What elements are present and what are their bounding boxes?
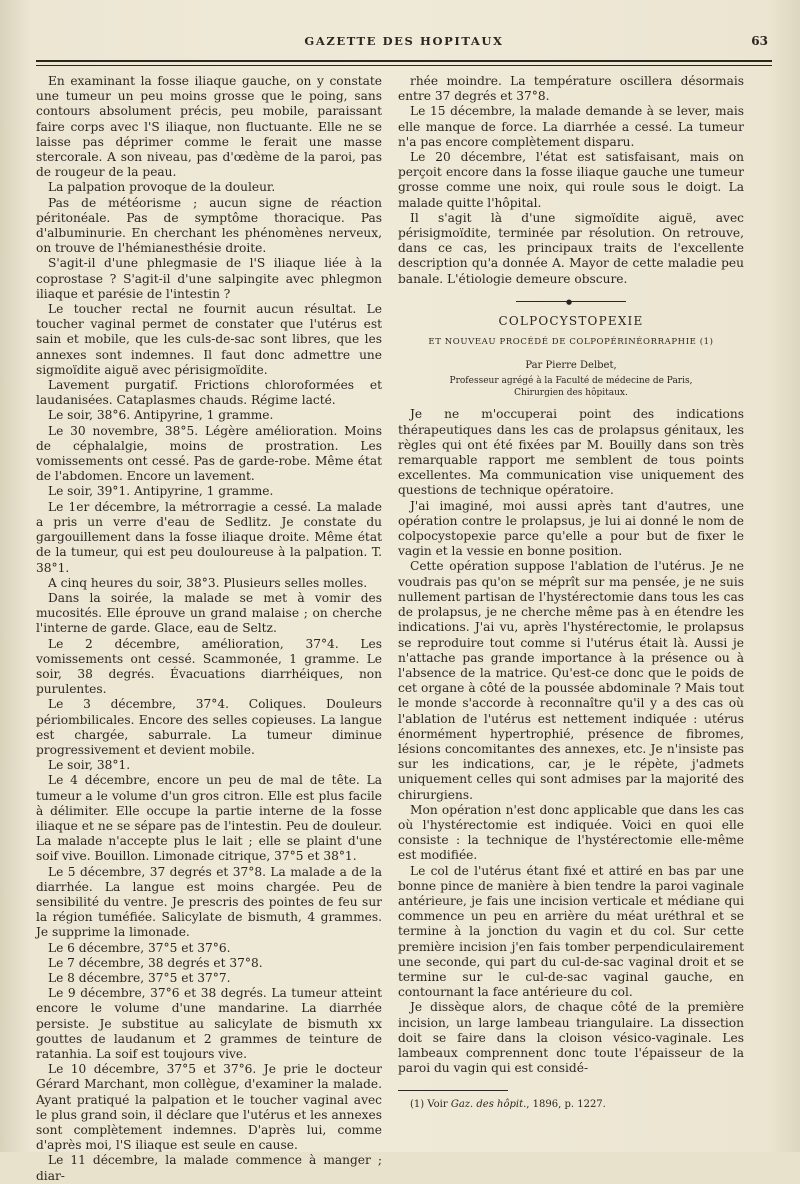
paragraph: Le 11 décembre, la malade commence à manger ; diar- [36, 1153, 382, 1183]
paragraph: En examinant la fosse iliaque gauche, on y constate une tumeur un peu moins grosse que le poing, sans contours absolument précis, peu mobile, paraissant faire corps avec l'S iliaque, non fluctuante. Elle ne se laisse pas déprimer comme le ferait une masse stercorale. A son niveau, pas d'œdème de la paroi, pas de rougeur de la peau. [36, 74, 382, 180]
journal-title: GAZETTE DES HOPITAUX [304, 34, 504, 48]
page-header [36, 34, 772, 54]
paragraph: Le col de l'utérus étant fixé et attiré en bas par une bonne pince de manière à bien tendre la paroi vaginale antérieure, je fais une incision verticale et médiane qui commence un peu en arrière du méat uréthral et se termine à la jonction du vagin et du col. Sur cette première incision j'en fais tomber perpendiculairement une seconde, qui part du cul-de-sac vaginal droit et se termine sur le cul-de-sac vaginal gauche, en contournant la face antérieure du col. [398, 863, 744, 1000]
left-column [36, 74, 382, 1183]
paragraph: Le soir, 39°1. Antipyrine, 1 gramme. [48, 484, 274, 499]
paragraph: Le toucher rectal ne fournit aucun résultat. Le toucher vaginal permet de constater que l'utérus est sain et mobile, que les culs-de-sac sont libres, que les annexes sont indemnes. Il faut donc admettre une sigmoïdite aiguë avec périsigmoïdite. [36, 302, 382, 377]
paragraph: Mon opération n'est donc applicable que dans les cas où l'hystérectomie est indiquée. Voici en quoi elle consiste : la technique de l'hystérectomie elle-même est modifiée. [398, 802, 744, 863]
paragraph: rhée moindre. La température oscillera désormais entre 37 degrés et 37°8. [398, 74, 744, 104]
paragraph: Il s'agit là d'une sigmoïdite aiguë, avec périsigmoïdite, terminée par résolution. On retrouve, dans ce cas, les principaux traits de l'excellente description qu'a donnée A. Mayor de cette maladie peu banale. L'étiologie demeure obscure. [398, 210, 744, 286]
paragraph: Le 5 décembre, 37 degrés et 37°8. La malade a de la diarrhée. La langue est moins chargée. Peu de sensibilité du ventre. Je prescris des pointes de feu sur la région tuméfiée. Salicylate de bismuth, 4 grammes. Je supprime la limonade. [36, 864, 382, 940]
paragraph: Le 2 décembre, amélioration, 37°4. Les vomissements ont cessé. Scammonée, 1 gramme. Le soir, 38 degrés. Évacuations diarrhéiques, non purulentes. [36, 636, 382, 697]
header-rule-thin [36, 65, 772, 66]
article-author: Par Pierre Delbet, [525, 360, 617, 372]
paragraph: Je ne m'occuperai point des indications thérapeutiques dans les cas de prolapsus génitaux, les règles qui ont été fixées par M. Bouilly dans son très remarquable rapport me semblent de tous points excellentes. Ma communication vise uniquement des questions de technique opératoire. [398, 407, 744, 498]
paragraph: Le 20 décembre, l'état est satisfaisant, mais on perçoit encore dans la fosse iliaque gauche une tumeur grosse comme une noix, qui roule sous le doigt. La malade quitte l'hôpital. [398, 150, 744, 210]
paragraph: Le soir, 38°1. [48, 758, 131, 773]
paragraph: Le soir, 38°6. Antipyrine, 1 gramme. [48, 408, 274, 423]
article-title: COLPOCYSTOPEXIE [498, 313, 644, 328]
paragraph: Pas de météorisme ; aucun signe de réaction péritonéale. Pas de symptôme thoracique. Pas d'albuminurie. En cherchant les phénomènes nerveux, on trouve de l'hémianesthésie droite. [36, 195, 382, 256]
paragraph: Le 10 décembre, 37°5 et 37°6. Je prie le docteur Gérard Marchant, mon collègue, d'examiner la malade. Ayant pratiqué la palpation et le toucher vaginal avec le plus grand soin, il déclare que l'utérus et les annexes sont complètement indemnes. D'après lui, comme d'après moi, l'S iliaque est seule en cause. [36, 1062, 382, 1153]
paragraph: Lavement purgatif. Frictions chloroformées et laudanisées. Cataplasmes chauds. Régime lacté. [36, 378, 382, 408]
paragraph: Le 30 novembre, 38°5. Légère amélioration. Moins de céphalalgie, moins de prostration. Les vomissements ont cessé. Pas de garde-robe. Même état de l'abdomen. Encore un lavement. [36, 423, 382, 484]
header-rule [36, 60, 772, 62]
footnote: (1) Voir Gaz. des hôpit., 1896, p. 1227. [410, 1099, 606, 1111]
paragraph: Le 8 décembre, 37°5 et 37°7. [48, 970, 231, 985]
paragraph: A cinq heures du soir, 38°3. Plusieurs selles molles. [48, 575, 368, 590]
paragraph: S'agit-il d'une phlegmasie de l'S iliaque liée à la coprostase ? S'agit-il d'une salpingite avec phlegmon iliaque et parésie de l'intestin ? [36, 256, 382, 301]
paragraph: Cette opération suppose l'ablation de l'utérus. Je ne voudrais pas qu'on se méprît sur ma pensée, je ne suis nullement partisan de l'hystérectomie dans tous les cas de prolapsus, je ne cherche même pas à en étendre les indications. J'ai vu, après l'hystérectomie, le prolapsus se reproduire tout comme si l'utérus était là. Aussi je n'attache pas grande importance à la présence ou à l'absence de la matrice. Qu'est-ce donc que le poids de cet organe à côté de la poussée abdominale ? Mais tout le monde s'accorde à reconnaître qu'il y a des cas où l'ablation de l'utérus est nettement indiquée : utérus énormément hypertrophié, présence de fibromes, lésions concomitantes des annexes, etc. Je n'insiste pas sur les indications, car, je le répète, j'admets uniquement celles qui sont admises par la majorité des chirurgiens. [398, 559, 744, 802]
right-column [398, 74, 744, 1111]
footnote-rule [398, 1090, 508, 1091]
paragraph: Le 6 décembre, 37°5 et 37°6. [48, 940, 231, 955]
paragraph: Le 9 décembre, 37°6 et 38 degrés. La tumeur atteint encore le volume d'une mandarine. La diarrhée persiste. Je substitue au salicylate de bismuth xx gouttes de laudanum et 2 grammes de teinture de ratanhia. La soif est toujours vive. [36, 986, 382, 1061]
paragraph: Je dissèque alors, de chaque côté de la première incision, un large lambeau triangulaire. La dissection doit se faire dans la cloison vésico-vaginale. Les lambeaux comprennent donc toute l'épaisseur de la paroi du vagin qui est considé- [398, 1000, 744, 1076]
paragraph: Le 4 décembre, encore un peu de mal de tête. La tumeur a le volume d'un gros citron. Elle est plus facile à délimiter. Elle occupe la partie interne de la fosse iliaque et ne se sépare pas de l'intestin. Peu de douleur. La malade n'accepte plus le lait ; elle se plaint d'une soif vive. Bouillon. Limonade citrique, 37°5 et 38°1. [36, 773, 382, 864]
section-separator [516, 301, 626, 302]
paragraph: La palpation provoque de la douleur. [48, 180, 276, 195]
paragraph: J'ai imaginé, moi aussi après tant d'autres, une opération contre le prolapsus, je lui ai donné le nom de colpocystopexie parce qu'elle a pour but de fixer le vagin et la vessie en bonne position. [398, 498, 744, 559]
author-affiliation: Chirurgien des hôpitaux. [514, 388, 628, 399]
page-number: 63 [751, 34, 768, 48]
article-subtitle: ET NOUVEAU PROCÉDÉ DE COLPOPÉRINÉORRAPHIE (1) [428, 337, 714, 348]
paragraph: Dans la soirée, la malade se met à vomir des mucosités. Elle éprouve un grand malaise ; on cherche l'interne de garde. Glace, eau de Seltz. [36, 590, 382, 636]
paragraph: Le 7 décembre, 38 degrés et 37°8. [48, 955, 263, 970]
paragraph: Le 15 décembre, la malade demande à se lever, mais elle manque de force. La diarrhée a cessé. La tumeur n'a pas encore complètement disparu. [398, 104, 744, 149]
paragraph: Le 3 décembre, 37°4. Coliques. Douleurs périombilicales. Encore des selles copieuses. La langue est chargée, saburrale. La tumeur diminue progressivement et devient mobile. [36, 697, 382, 757]
author-affiliation: Professeur agrégé à la Faculté de médecine de Paris, [449, 376, 693, 387]
paragraph: Le 1er décembre, la métrorragie a cessé. La malade a pris un verre d'eau de Sedlitz. Je constate du gargouillement dans la fosse iliaque droite. Même état de la tumeur, qui est peu douloureuse à la palpation. T. 38°1. [36, 499, 382, 575]
